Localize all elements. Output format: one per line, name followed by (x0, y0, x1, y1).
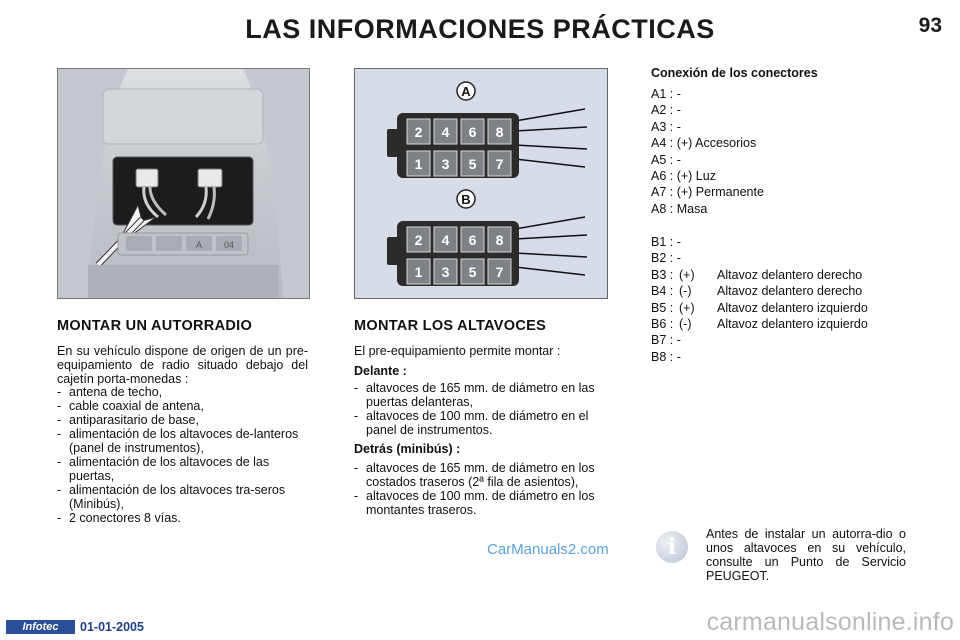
pin-code: A3 : - (651, 119, 681, 134)
pin-polarity: (+) (679, 267, 695, 282)
radio-list-item: - antena de techo, (57, 385, 308, 399)
pin-assignment (651, 267, 868, 283)
pin-number: 7 (495, 156, 504, 172)
front-speaker-item: - altavoces de 100 mm. de diámetro en el panel de instrumentos. (354, 409, 606, 437)
radio-list-item: - cable coaxial de antena, (57, 399, 308, 413)
pin-assignment (651, 300, 868, 316)
pin-code: A5 : - (651, 152, 681, 167)
speakers-section-title: MONTAR LOS ALTAVOCES (354, 318, 547, 334)
info-icon-glyph: i (667, 534, 677, 560)
pin-code: B6 : (651, 316, 674, 331)
pin-description: Altavoz delantero derecho (717, 284, 863, 299)
connections-title: Conexión de los conectores (651, 66, 818, 80)
pin-number: 3 (441, 264, 450, 280)
connector-a-label: A (461, 84, 471, 99)
pin-description: Altavoz delantero izquierdo (717, 316, 868, 331)
radio-list-item: - antiparasitario de base, (57, 413, 308, 427)
radio-list-item: - alimentación de los altavoces de-lanteros (panel de instrumentos), (57, 427, 308, 455)
pin-code: B4 : (651, 284, 674, 299)
pin-assignment (651, 102, 764, 118)
pin-assignment (651, 184, 764, 200)
pin-number: 8 (495, 124, 504, 140)
pin-description: Altavoz delantero izquierdo (717, 300, 868, 315)
info-note (652, 523, 907, 587)
pin-assignment (651, 250, 868, 266)
pin-code: B3 : (651, 267, 674, 282)
pin-assignment (651, 119, 764, 135)
pin-code: B1 : - (651, 235, 681, 249)
pin-number: 4 (441, 232, 450, 248)
pin-number: 3 (441, 156, 450, 172)
pin-assignment (651, 283, 868, 299)
pin-assignment (651, 349, 868, 365)
speakers-intro: El pre-equipamiento permite montar : (354, 344, 561, 358)
pin-assignment (651, 86, 764, 102)
pin-number: 5 (468, 264, 477, 280)
rear-label: Detrás (minibús) : (354, 442, 461, 456)
pin-code: B5 : (651, 300, 674, 315)
pin-number: 1 (414, 156, 423, 172)
radio-section-title: MONTAR UN AUTORRADIO (57, 318, 253, 334)
pin-assignment (651, 316, 868, 332)
radio-intro: En su vehículo dispone de origen de un pre-equipamiento de radio situado debajo del cajetín porta-monedas : (57, 344, 308, 386)
pin-assignment (651, 135, 764, 151)
pin-assignment (651, 168, 764, 184)
pin-number: 2 (414, 232, 423, 248)
pin-assignment (651, 152, 764, 168)
infotec-logo: Infotec (6, 620, 75, 634)
pin-code: A4 : (+) Accesorios (651, 136, 757, 151)
front-label: Delante : (354, 364, 407, 378)
pin-code: A1 : - (651, 87, 681, 101)
pin-code: B2 : - (651, 251, 681, 266)
radio-list-item: - 2 conectores 8 vías. (57, 511, 308, 525)
info-note-text: Antes de instalar un autorra-dio o unos altavoces en su vehículo, consulte un Punto de Servicio PEUGEOT. (706, 527, 906, 583)
radio-items-list (57, 385, 308, 525)
pin-polarity: (-) (679, 316, 692, 331)
pin-number: 8 (495, 232, 504, 248)
pin-number: 6 (468, 124, 477, 140)
radio-slot-photo (57, 68, 310, 299)
pin-code: A8 : Masa (651, 201, 708, 216)
pin-number: 7 (495, 264, 504, 280)
front-speakers-list (354, 381, 606, 437)
pin-assignment (651, 234, 868, 250)
pin-code: A7 : (+) Permanente (651, 185, 764, 200)
panel-label-a: A (195, 240, 203, 250)
pin-description: Altavoz delantero derecho (717, 267, 863, 282)
pin-code: A2 : - (651, 103, 681, 118)
info-icon (656, 531, 688, 563)
footer-date: 01-01-2005 (80, 620, 144, 634)
radio-list-item: - alimentación de los altavoces de las puertas, (57, 455, 308, 483)
connector-pinout-illustration (355, 69, 607, 298)
page-number: 93 (918, 14, 942, 37)
watermark-site: carmanualsonline.info (706, 608, 954, 636)
pin-polarity: (-) (679, 284, 692, 299)
front-speaker-item: - altavoces de 165 mm. de diámetro en las puertas delanteras, (354, 381, 606, 409)
radio-list-item: - alimentación de los altavoces tra-seros (Minibús), (57, 483, 308, 511)
connector-diagram (354, 68, 608, 299)
pin-number: 6 (468, 232, 477, 248)
pin-assignment (651, 201, 764, 217)
pin-code: B8 : - (651, 349, 681, 364)
connector-a-pin-list (651, 86, 764, 217)
pin-polarity: (+) (679, 300, 695, 315)
rear-speaker-item: - altavoces de 100 mm. de diámetro en los montantes traseros. (354, 489, 606, 517)
rear-speakers-list (354, 461, 606, 517)
panel-label-04: 04 (223, 240, 235, 250)
watermark-carmanuals2: CarManuals2.com (487, 541, 609, 558)
connector-b-label: B (461, 192, 471, 207)
page-title: LAS INFORMACIONES PRÁCTICAS (245, 14, 715, 44)
pin-number: 5 (468, 156, 477, 172)
dashboard-illustration (58, 69, 309, 298)
rear-speaker-item: - altavoces de 165 mm. de diámetro en los costados traseros (2ª fila de asientos), (354, 461, 606, 489)
pin-code: B7 : - (651, 333, 681, 348)
pin-assignment (651, 332, 868, 348)
pin-number: 4 (441, 124, 450, 140)
pin-number: 1 (414, 264, 423, 280)
connector-b-pin-list (651, 234, 868, 365)
pin-number: 2 (414, 124, 423, 140)
pin-code: A6 : (+) Luz (651, 168, 716, 183)
